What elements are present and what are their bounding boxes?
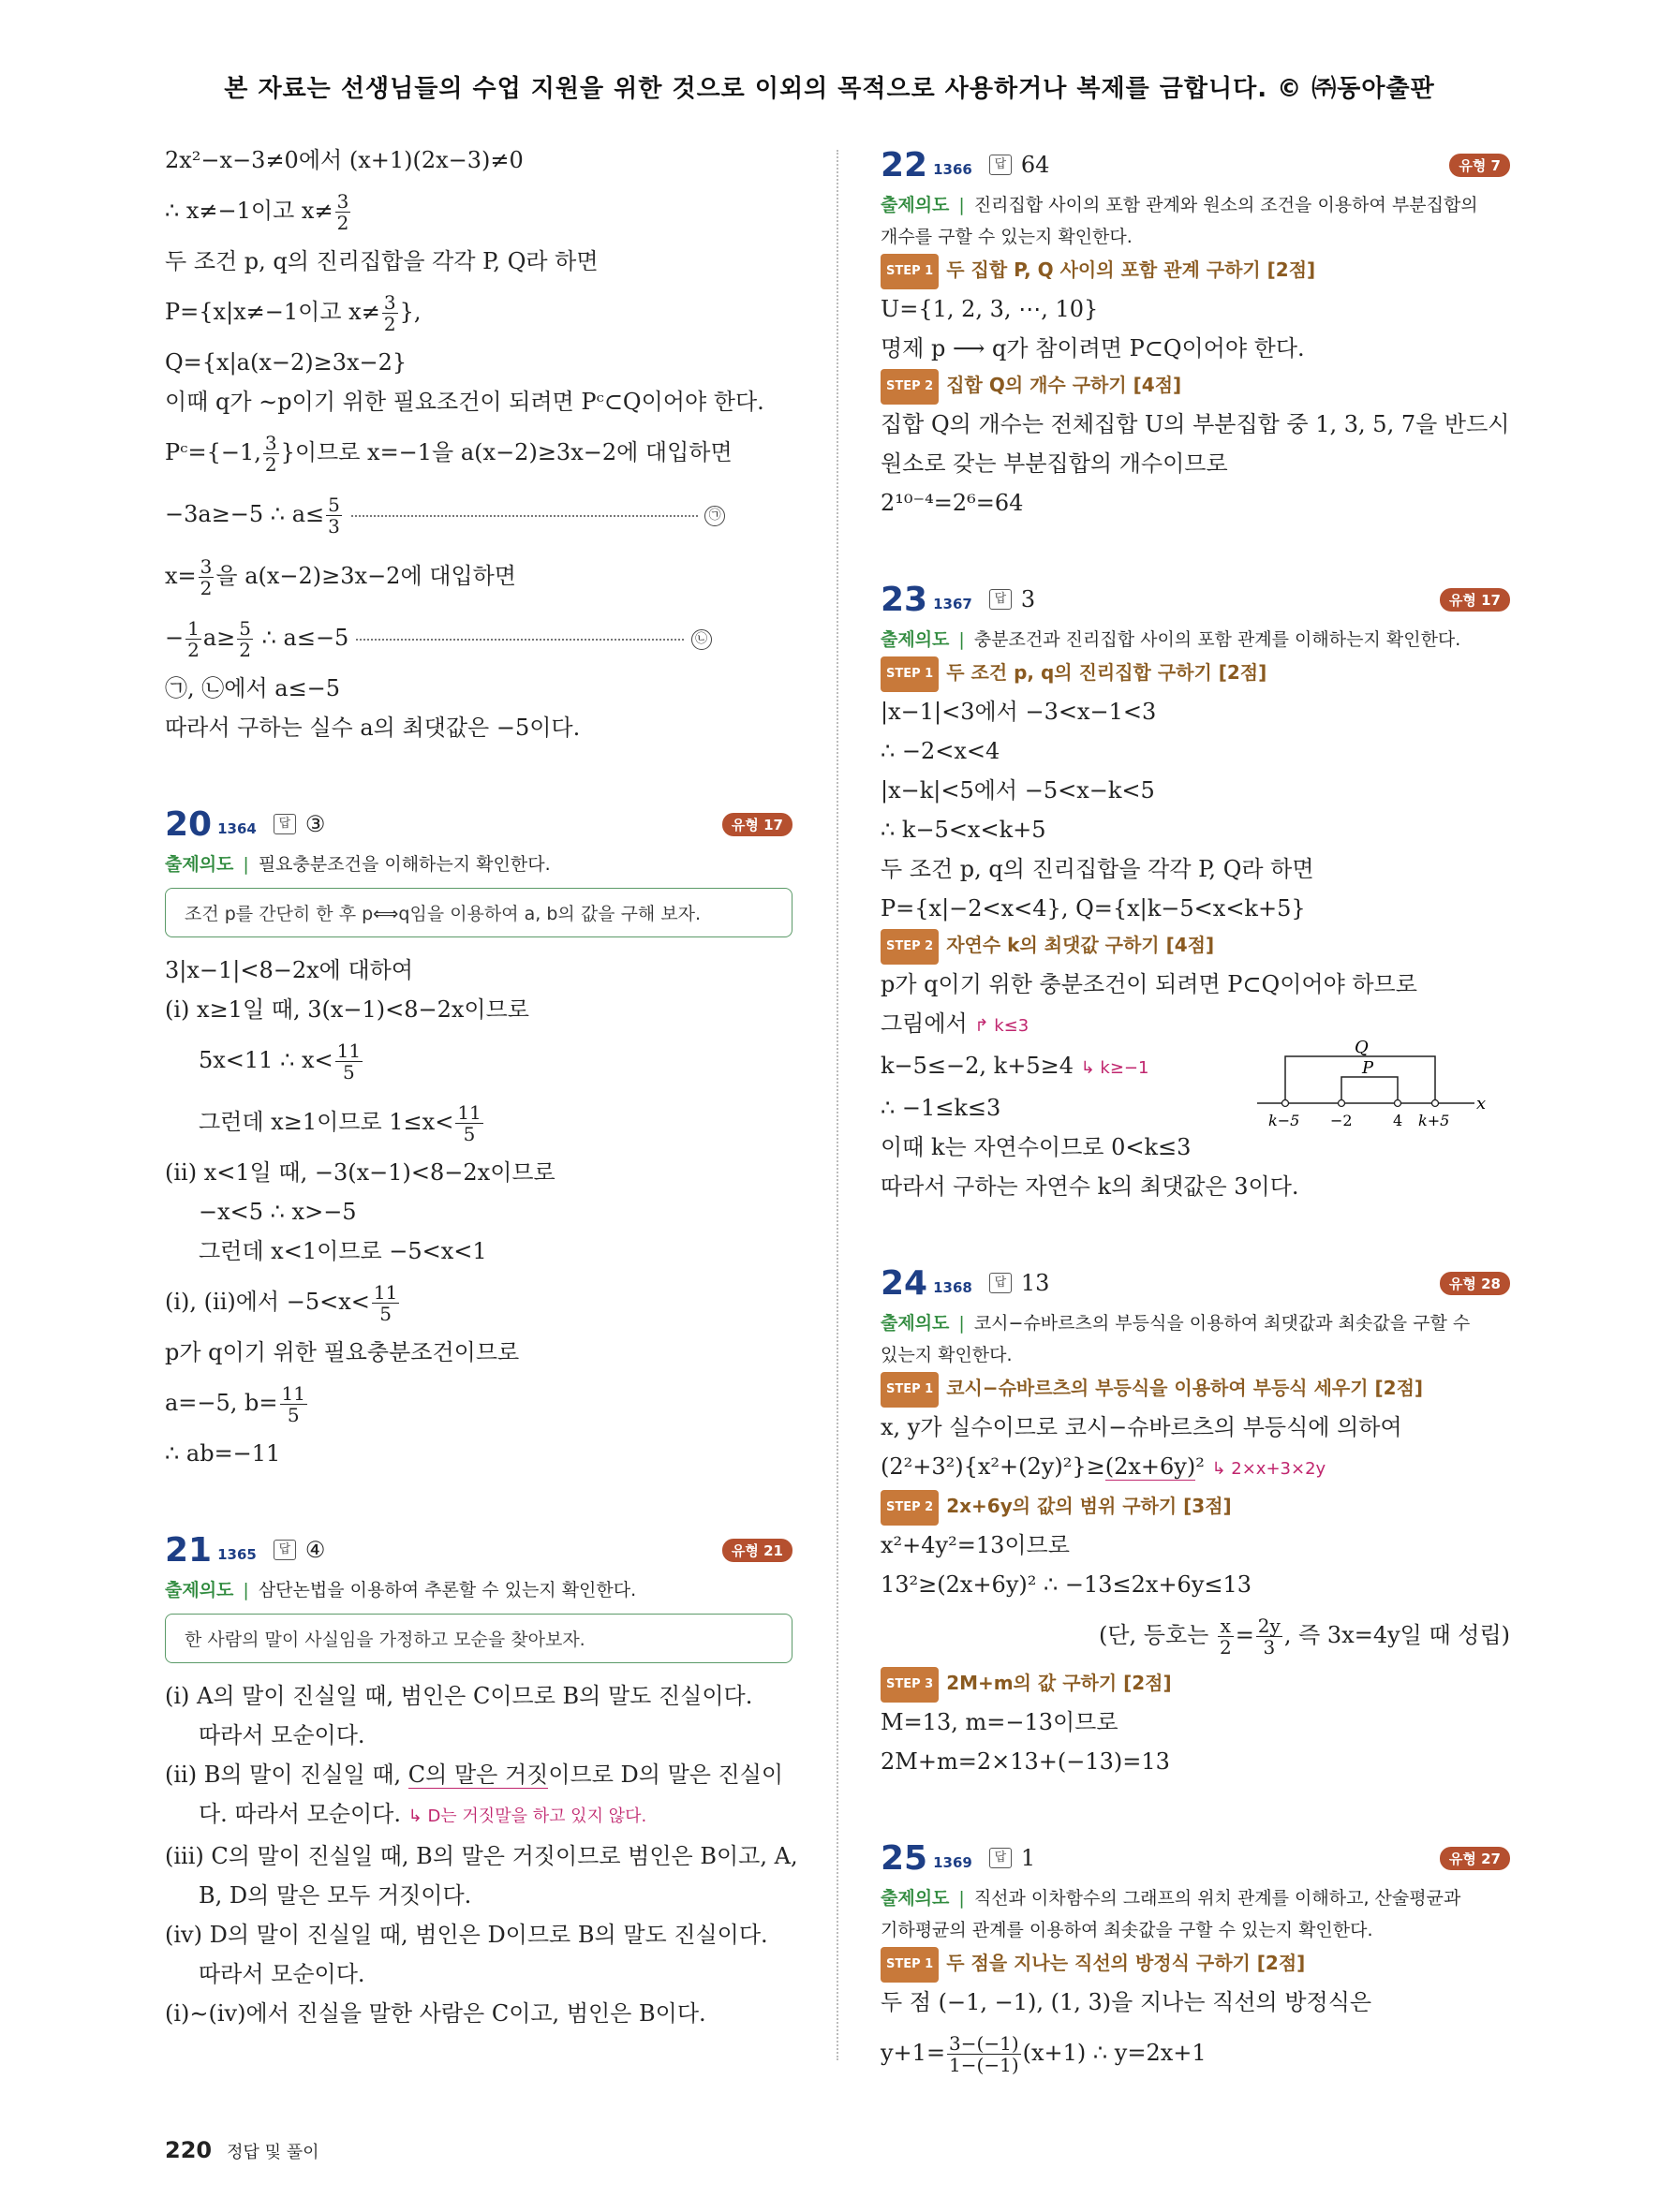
text-line: ∴ ab=−11 xyxy=(165,1440,281,1467)
answer-label: 답 xyxy=(989,155,1012,175)
problem-25-solution xyxy=(881,1834,1510,2084)
problem-header xyxy=(881,1259,1510,1307)
label-p: P xyxy=(1362,1058,1374,1078)
text-line: 그림에서 ↱ k≤3 xyxy=(881,1010,1029,1037)
problem-id: 1365 xyxy=(217,1546,257,1563)
problem-header xyxy=(881,575,1510,624)
text-line: 2M+m=2×13+(−13)=13 xyxy=(881,1748,1170,1775)
text-line: (iii) C의 말이 진실일 때, B의 말은 거짓이므로 범인은 B이고, A, xyxy=(165,1843,798,1869)
text-line: p가 q이기 위한 충분조건이 되려면 P⊂Q이어야 하므로 xyxy=(881,971,1417,997)
text-line: 집합 Q의 개수는 전체집합 U의 부분집합 중 1, 3, 5, 7을 반드시 xyxy=(881,411,1510,437)
answer-label: 답 xyxy=(989,1848,1012,1868)
step-heading: STEP 1 두 집합 P, Q 사이의 포함 관계 구하기 [2점] xyxy=(881,253,1510,289)
page-footer xyxy=(165,2137,319,2163)
problem-header xyxy=(165,1526,792,1574)
text-line: (ii) B의 말이 진실일 때, C의 말은 거짓이므로 D의 말은 진실이 xyxy=(165,1762,784,1788)
text-line: 두 점 (−1, −1), (1, 3)을 지나는 직선의 방정식은 xyxy=(881,1989,1372,2015)
text-line: 따라서 모순이다. xyxy=(199,1722,365,1748)
answer-value: 64 xyxy=(1020,152,1050,178)
text-line: (i), (ii)에서 −5<x< $\frac{11}{5}$ xyxy=(165,1281,398,1325)
problem-id: 1367 xyxy=(933,596,972,612)
problem-number: 20 xyxy=(165,804,213,844)
text-line: Pᶜ={−1, $\frac{3}{2}$ }이므로 x=−1을 a(x−2)≥3x−2에 대입하면 xyxy=(165,432,733,476)
text-line: P={x|−2<x<4}, Q={x|k−5<x<k+5} xyxy=(881,895,1306,922)
text-line: 따라서 구하는 자연수 k의 최댓값은 3이다. xyxy=(881,1173,1299,1200)
set-p-bracket xyxy=(1341,1077,1398,1103)
text-line: 3|x−1|<8−2x에 대하여 xyxy=(165,957,414,983)
tick-label: 4 xyxy=(1393,1112,1403,1129)
text-line: U={1, 2, 3, ⋯, 10} xyxy=(881,296,1099,322)
intent-line: 개수를 구할 수 있는지 확인한다. xyxy=(881,227,1133,247)
step-heading: STEP 1 두 조건 p, q의 진리집합 구하기 [2점] xyxy=(881,656,1510,692)
problem-header xyxy=(881,140,1510,189)
intent-line: 출제의도 | 충분조건과 진리집합 사이의 포함 관계를 이해하는지 확인한다. xyxy=(881,629,1461,650)
step-heading: STEP 1 코시−슈바르츠의 부등식을 이용하여 부등식 세우기 [2점] xyxy=(881,1371,1510,1408)
problem-header xyxy=(881,1834,1510,1882)
step-heading: STEP 2 집합 Q의 개수 구하기 [4점] xyxy=(881,368,1510,405)
type-badge: 유형 7 xyxy=(1449,154,1510,177)
text-line: (2²+3²){x²+(2y)²}≥(2x+6y)² ↳ 2×x+3×2y xyxy=(881,1453,1326,1480)
set-q-bracket xyxy=(1285,1056,1435,1103)
answer-label: 답 xyxy=(989,1273,1012,1293)
problem-23-solution xyxy=(881,575,1510,1206)
text-line: P={x|x≠−1이고 x≠ $\frac{3}{2}$ }, xyxy=(165,291,422,335)
text-line: 이때 k는 자연수이므로 0<k≤3 xyxy=(881,1134,1192,1160)
problem-id: 1369 xyxy=(933,1854,972,1871)
text-line: ∴ −1≤k≤3 xyxy=(881,1095,1001,1121)
text-line: Q={x|a(x−2)≥3x−2} xyxy=(165,349,407,376)
intent-line: 출제의도 | 진리집합 사이의 포함 관계와 원소의 조건을 이용하여 부분집합의 xyxy=(881,195,1478,215)
copyright-notice: 본 자료는 선생님들의 수업 지원을 위한 것으로 이외의 목적으로 사용하거나 복제를 금합니다. © ㈜동아출판 xyxy=(224,75,1435,103)
text-line: (i) A의 말이 진실일 때, 범인은 C이므로 B의 말도 진실이다. xyxy=(165,1683,753,1709)
text-line: a=−5, b= $\frac{11}{5}$ xyxy=(165,1382,305,1426)
text-line: 2¹⁰⁻⁴=2⁶=64 xyxy=(881,490,1024,516)
annotation: ↳ k≥−1 xyxy=(1080,1058,1149,1078)
text-line: 명제 p ⟶ q가 참이려면 P⊂Q이어야 한다. xyxy=(881,335,1305,361)
intent-line: 출제의도 | 코시−슈바르츠의 부등식을 이용하여 최댓값과 최솟값을 구할 수 xyxy=(881,1313,1471,1334)
problem-19-solution xyxy=(165,140,792,747)
problem-id: 1368 xyxy=(933,1279,972,1296)
annotation: ↳ 2×x+3×2y xyxy=(1211,1459,1326,1479)
text-line: 이때 q가 ∼p이기 위한 필요조건이 되려면 Pᶜ⊂Q이어야 한다. xyxy=(165,389,764,415)
text-line: |x−1|<3에서 −3<x−1<3 xyxy=(881,699,1157,725)
answer-value: 1 xyxy=(1020,1845,1036,1871)
text-line: x²+4y²=13이므로 xyxy=(881,1532,1070,1558)
text-line: (iv) D의 말이 진실일 때, 범인은 D이므로 B의 말도 진실이다. xyxy=(165,1922,768,1948)
text-line: y+1= $\frac{3-(-1)}{1-(-1)}$ (x+1) ∴ y=2x+1 xyxy=(881,2032,1207,2076)
answer-value: 3 xyxy=(1020,586,1036,612)
text-line: ∴ x≠−1이고 x≠ $\frac{3}{2}$ xyxy=(165,190,349,234)
intent-line: 있는지 확인한다. xyxy=(881,1345,1013,1365)
text-line: ∴ −2<x<4 xyxy=(881,738,1000,764)
column-divider xyxy=(837,150,838,2060)
answer-value: ③ xyxy=(304,811,326,837)
text-line: |x−k|<5에서 −5<x−k<5 xyxy=(881,777,1155,804)
problem-number: 25 xyxy=(881,1838,928,1878)
point-minus-2 xyxy=(1339,1100,1345,1107)
text-line: 다. 따라서 모순이다. ↳ D는 거짓말을 하고 있지 않다. xyxy=(199,1801,647,1827)
type-badge: 유형 21 xyxy=(722,1539,792,1562)
text-line: B, D의 말은 모두 거짓이다. xyxy=(199,1882,472,1909)
intent-line: 기하평균의 관계를 이용하여 최솟값을 구할 수 있는지 확인한다. xyxy=(881,1920,1373,1940)
type-badge: 유형 17 xyxy=(1440,588,1510,612)
right-column xyxy=(881,140,1510,2084)
problem-number: 23 xyxy=(881,580,928,619)
intent-line: 출제의도 | 필요충분조건을 이해하는지 확인한다. xyxy=(165,854,551,875)
step-heading: STEP 3 2M+m의 값 구하기 [2점] xyxy=(881,1666,1510,1703)
number-line-figure xyxy=(1257,1038,1491,1141)
axis-label-x: x xyxy=(1476,1094,1487,1113)
problem-21-solution xyxy=(165,1526,798,2033)
text-line: k−5≤−2, k+5≥4 ↳ k≥−1 xyxy=(881,1053,1149,1079)
problem-number: 22 xyxy=(881,145,928,184)
problem-22-solution xyxy=(881,140,1510,523)
text-line: (i)∼(iv)에서 진실을 말한 사람은 C이고, 범인은 B이다. xyxy=(165,2000,706,2027)
text-line: 두 조건 p, q의 진리집합을 각각 P, Q라 하면 xyxy=(881,856,1314,882)
marker-1-icon: ㉠ xyxy=(704,506,725,526)
page-number: 220 xyxy=(165,2137,213,2163)
text-line: M=13, m=−13이므로 xyxy=(881,1709,1118,1735)
intent-line: 출제의도 | 직선과 이차함수의 그래프의 위치 관계를 이해하고, 산술평균과 xyxy=(881,1888,1461,1909)
text-line: 그런데 x<1이므로 −5<x<1 xyxy=(199,1238,487,1264)
left-column xyxy=(165,140,798,2033)
annotation: ↱ k≤3 xyxy=(974,1016,1029,1036)
type-badge: 유형 28 xyxy=(1440,1272,1510,1295)
point-k-minus-5 xyxy=(1282,1100,1289,1107)
text-line: 두 조건 p, q의 진리집합을 각각 P, Q라 하면 xyxy=(165,248,599,274)
type-badge: 유형 17 xyxy=(722,813,792,836)
text-line: 따라서 모순이다. xyxy=(199,1961,365,1987)
text-line: ㉠, ㉡에서 a≤−5 xyxy=(165,675,341,701)
problem-24-solution xyxy=(881,1259,1510,1781)
step-heading: STEP 1 두 점을 지나는 직선의 방정식 구하기 [2점] xyxy=(881,1946,1510,1983)
label-q: Q xyxy=(1355,1038,1369,1057)
step-heading: STEP 2 자연수 k의 최댓값 구하기 [4점] xyxy=(881,928,1510,965)
problem-number: 24 xyxy=(881,1263,928,1303)
tick-label: k−5 xyxy=(1268,1112,1300,1129)
tick-label: −2 xyxy=(1330,1112,1353,1129)
marker-2-icon: ㉡ xyxy=(691,629,712,650)
answer-label: 답 xyxy=(989,589,1012,610)
point-4 xyxy=(1395,1100,1401,1107)
text-line: −3a≥−5 ∴ a≤ $\frac{5}{3}$ ㉠ xyxy=(165,483,792,545)
text-line: 그런데 x≥1이므로 1≤x< $\frac{11}{5}$ xyxy=(199,1101,481,1145)
text-line: ∴ k−5<x<k+5 xyxy=(881,817,1046,843)
text-line: −x<5 ∴ x>−5 xyxy=(199,1199,357,1225)
answer-label: 답 xyxy=(274,1540,296,1560)
intent-line: 출제의도 | 삼단논법을 이용하여 추론할 수 있는지 확인한다. xyxy=(165,1580,637,1600)
problem-20-solution xyxy=(165,800,792,1473)
text-line: 원소로 갖는 부분집합의 개수이므로 xyxy=(881,450,1228,477)
type-badge: 유형 27 xyxy=(1440,1847,1510,1870)
tick-label: k+5 xyxy=(1418,1112,1450,1129)
point-k-plus-5 xyxy=(1432,1100,1439,1107)
text-line: x= $\frac{3}{2}$ 을 a(x−2)≥3x−2에 대입하면 xyxy=(165,555,516,599)
hint-box: 한 사람의 말이 사실임을 가정하고 모순을 찾아보자. xyxy=(165,1614,792,1663)
text-line: 13²≥(2x+6y)² ∴ −13≤2x+6y≤13 xyxy=(881,1571,1252,1598)
hint-box: 조건 p를 간단히 한 후 p⟺q임을 이용하여 a, b의 값을 구해 보자. xyxy=(165,888,792,937)
answer-value: 13 xyxy=(1020,1270,1050,1296)
step-heading: STEP 2 2x+6y의 값의 범위 구하기 [3점] xyxy=(881,1489,1510,1526)
problem-id: 1366 xyxy=(933,161,972,178)
text-line: (i) x≥1일 때, 3(x−1)<8−2x이므로 xyxy=(165,996,529,1023)
text-line: 따라서 구하는 실수 a의 최댓값은 −5이다. xyxy=(165,715,581,741)
text-line: − $\frac{1}{2}$ a≥ $\frac{5}{2}$ ∴ a≤−5 ㉡ xyxy=(165,607,792,669)
text-line: x, y가 실수이므로 코시−슈바르츠의 부등식에 의하여 xyxy=(881,1414,1402,1440)
problem-id: 1364 xyxy=(217,820,257,837)
annotation: ↳ D는 거짓말을 하고 있지 않다. xyxy=(407,1806,647,1826)
text-line: 5x<11 ∴ x< $\frac{11}{5}$ xyxy=(199,1040,362,1084)
problem-number: 21 xyxy=(165,1530,213,1570)
footer-label: 정답 및 풀이 xyxy=(227,2143,319,2162)
text-line: (단, 등호는 $\frac{x}{2}$ = $\frac{2y}{3}$ , 즉 3x=4y일 때 성립) xyxy=(1098,1615,1510,1659)
text-line: 2x²−x−3≠0에서 (x+1)(2x−3)≠0 xyxy=(165,147,524,173)
text-line: (ii) x<1일 때, −3(x−1)<8−2x이므로 xyxy=(165,1159,555,1186)
text-line: p가 q이기 위한 필요충분조건이므로 xyxy=(165,1339,520,1365)
answer-label: 답 xyxy=(274,814,296,834)
answer-value: ④ xyxy=(304,1537,326,1563)
problem-header xyxy=(165,800,792,848)
